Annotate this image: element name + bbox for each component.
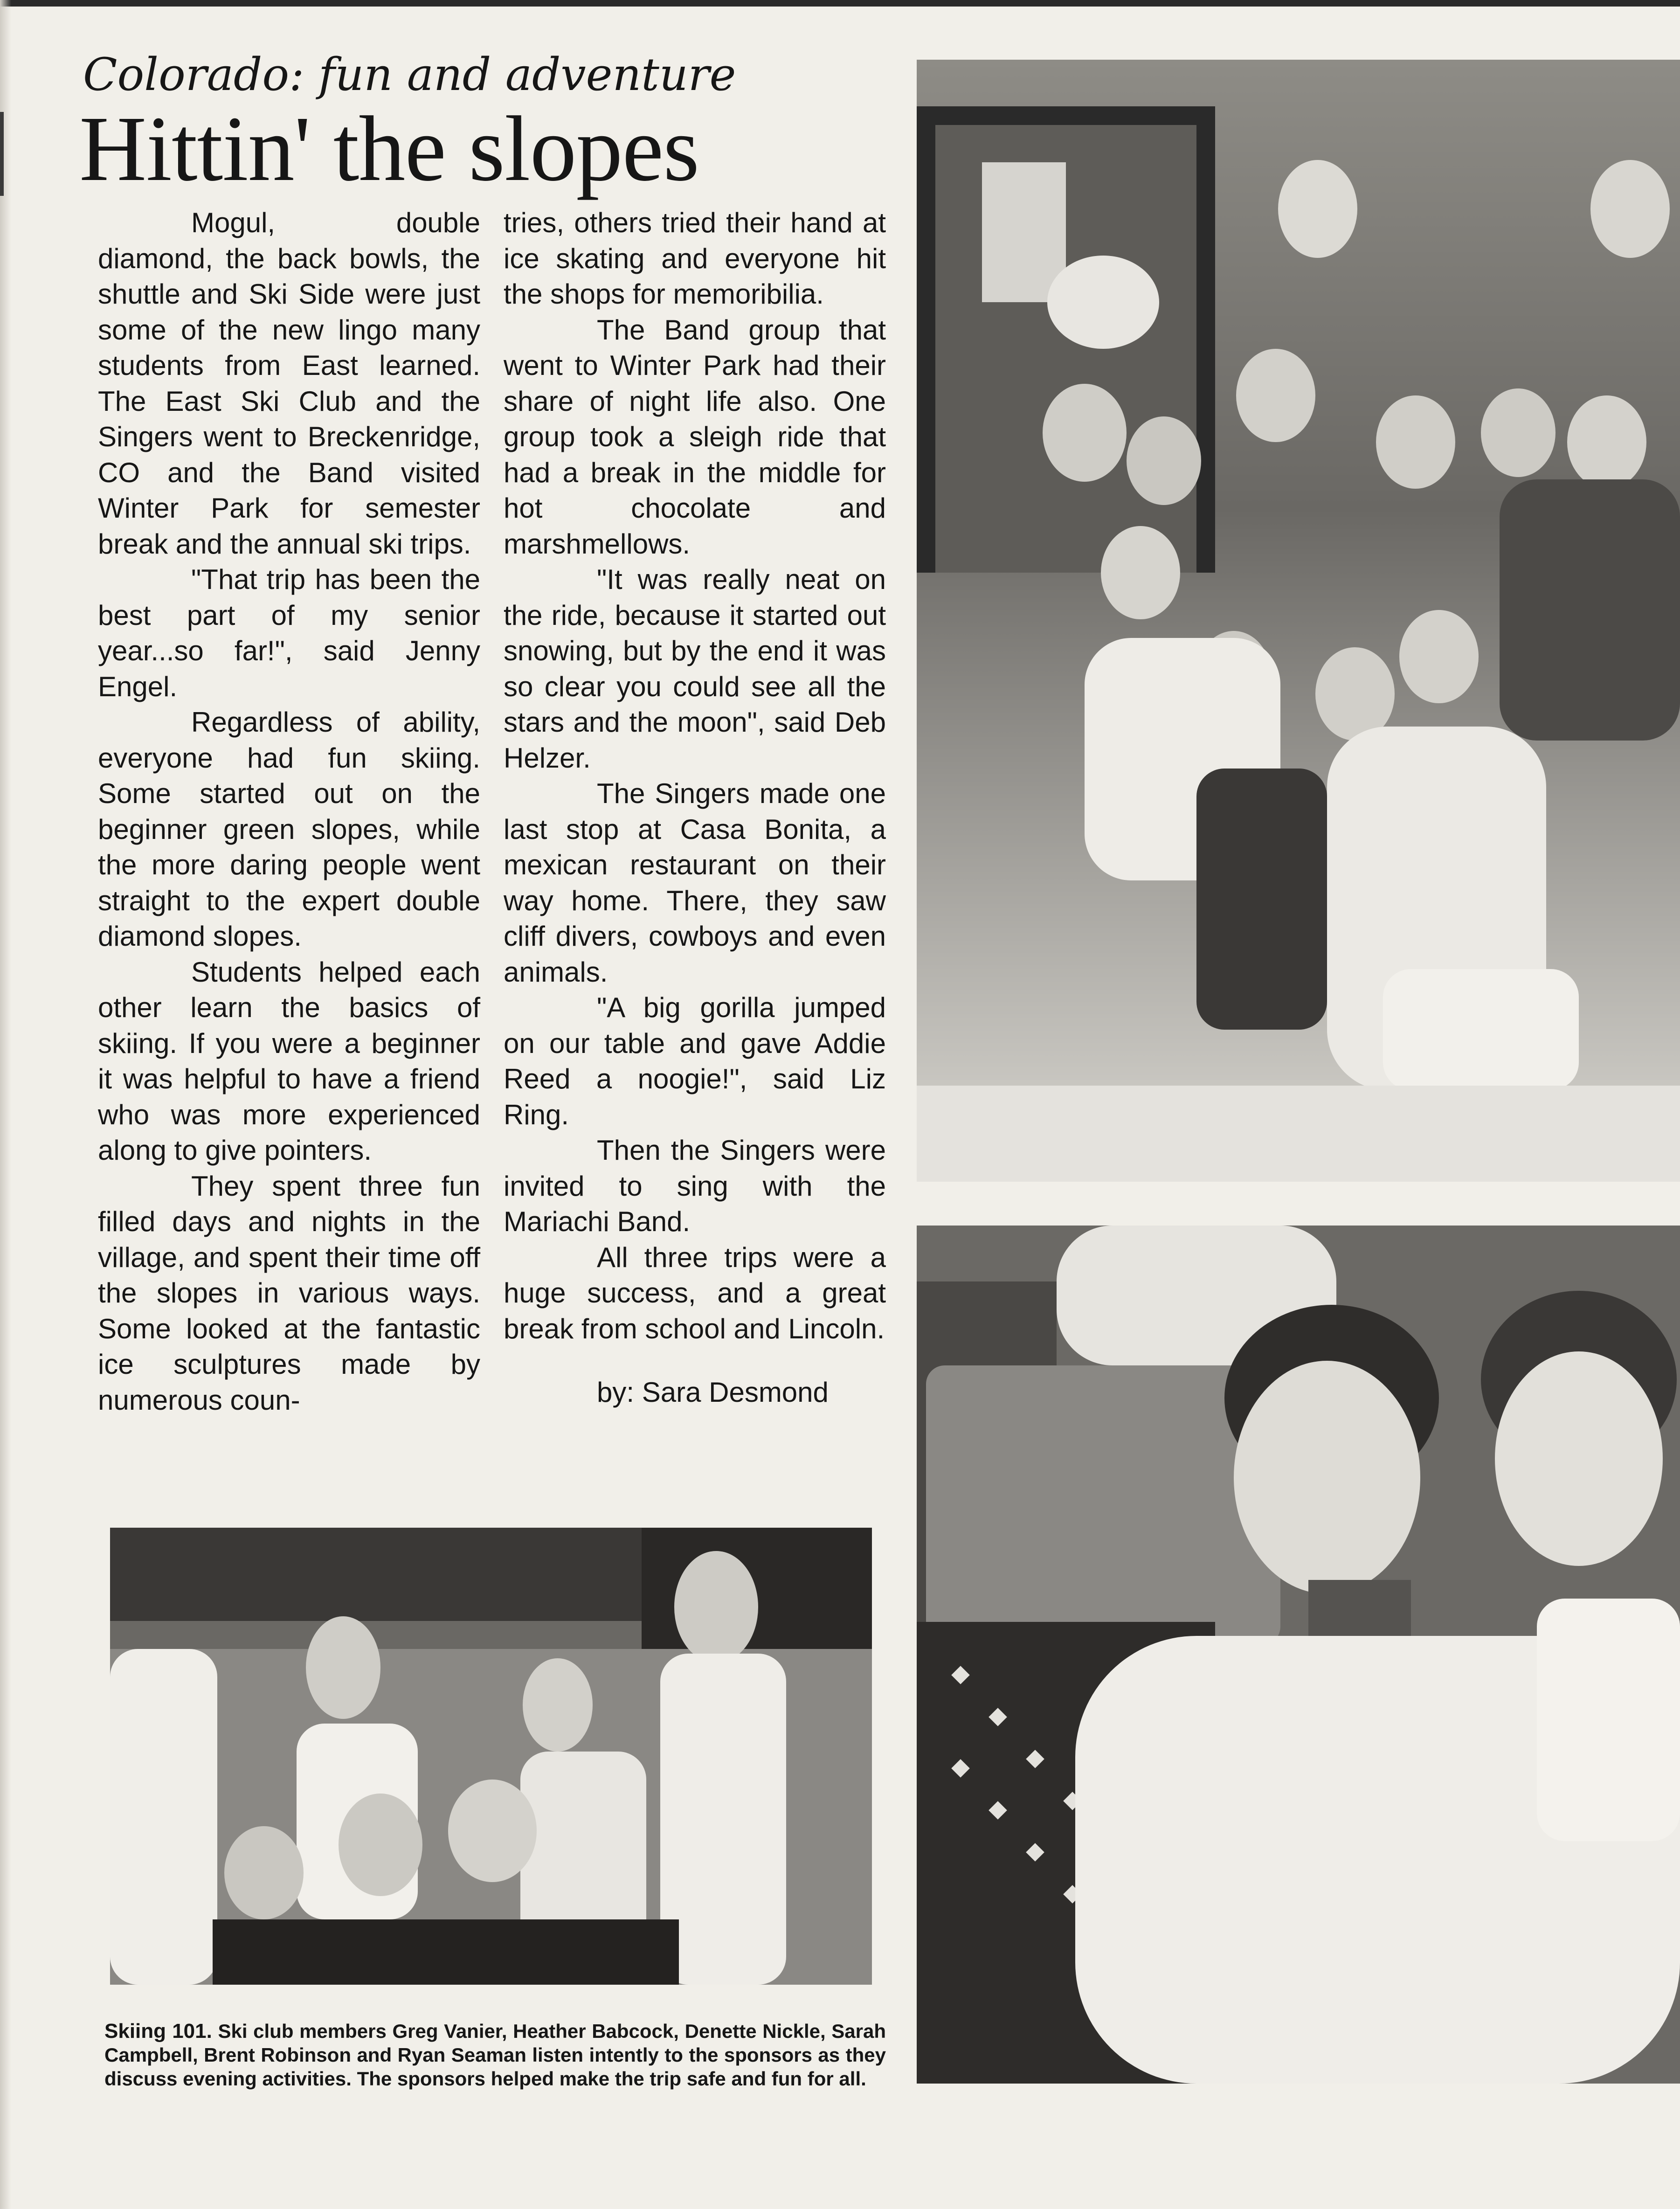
caption-text: Ski club members Greg Vanier, Heather Babcock, Denette Nickle, Sarah Campbell, Brent Robinson and Ryan Seaman listen intently to the sponsors as they discuss evening activities. The sponsors helped make the trip safe and fun for all. xyxy=(104,2020,886,2090)
group-photo-image xyxy=(917,60,1680,1182)
article-headline: Hittin' the slopes xyxy=(79,97,699,201)
article-kicker: Colorado: fun and adventure xyxy=(83,48,736,101)
page-top-rule xyxy=(0,0,1680,7)
paragraph: "A big gorilla jumped on our table and gave Addie Reed a noogie!", said Liz Ring. xyxy=(504,992,886,1130)
paragraph: Mogul, double diamond, the back bowls, the shuttle and Ski Side were just some of the new lingo many students from East learned. The East Ski Club and the Singers went to Breckenridge, CO and the Band visited Winter Park for semester break and the annual ski trips. xyxy=(98,207,480,560)
ski-club-photo xyxy=(110,1528,872,1985)
article-column-1 xyxy=(98,205,480,1418)
article-byline: by: Sara Desmond xyxy=(597,1377,829,1408)
page-edge-mark xyxy=(0,112,4,196)
ski-club-photo-image xyxy=(110,1528,872,1985)
paragraph: "It was really neat on the ride, because it started out snowing, but by the end it was so clear you could see all the stars and the moon", said Deb Helzer. xyxy=(504,564,886,774)
paragraph: tries, others tried their hand at ice skating and everyone hit the shops for memoribilia. xyxy=(504,207,886,310)
paragraph: The Band group that went to Winter Park had their share of night life also. One group took a sleigh ride that had a break in the middle for hot chocolate and marshmellows. xyxy=(504,314,886,560)
caption-title: Skiing 101. xyxy=(104,2020,212,2043)
two-students-photo xyxy=(917,1226,1680,2084)
binding-shadow xyxy=(0,0,11,2209)
paragraph: The Singers made one last stop at Casa Bonita, a mexican restaurant on their way home. There, they saw cliff divers, cowboys and even animals. xyxy=(504,778,886,988)
paragraph: All three trips were a huge success, and a great break from school and Lincoln. xyxy=(504,1241,886,1344)
photo-caption xyxy=(104,2019,886,2091)
paragraph: Then the Singers were invited to sing with the Mariachi Band. xyxy=(504,1135,886,1237)
article-column-2 xyxy=(504,205,886,1411)
paragraph: They spent three fun filled days and nights in the village, and spent their time off the slopes in various ways. Some looked at the fantastic ice sculptures made by numerous coun- xyxy=(98,1170,480,1416)
group-photo xyxy=(917,60,1680,1182)
two-students-photo-image xyxy=(917,1226,1680,2084)
paragraph: Students helped each other learn the basics of skiing. If you were a beginner it was helpful to have a friend who was more experienced along to give pointers. xyxy=(98,956,480,1166)
paragraph: "That trip has been the best part of my senior year...so far!", said Jenny Engel. xyxy=(98,564,480,702)
paragraph: Regardless of ability, everyone had fun skiing. Some started out on the beginner green slopes, while the more daring people went straight to the expert double diamond slopes. xyxy=(98,706,480,952)
